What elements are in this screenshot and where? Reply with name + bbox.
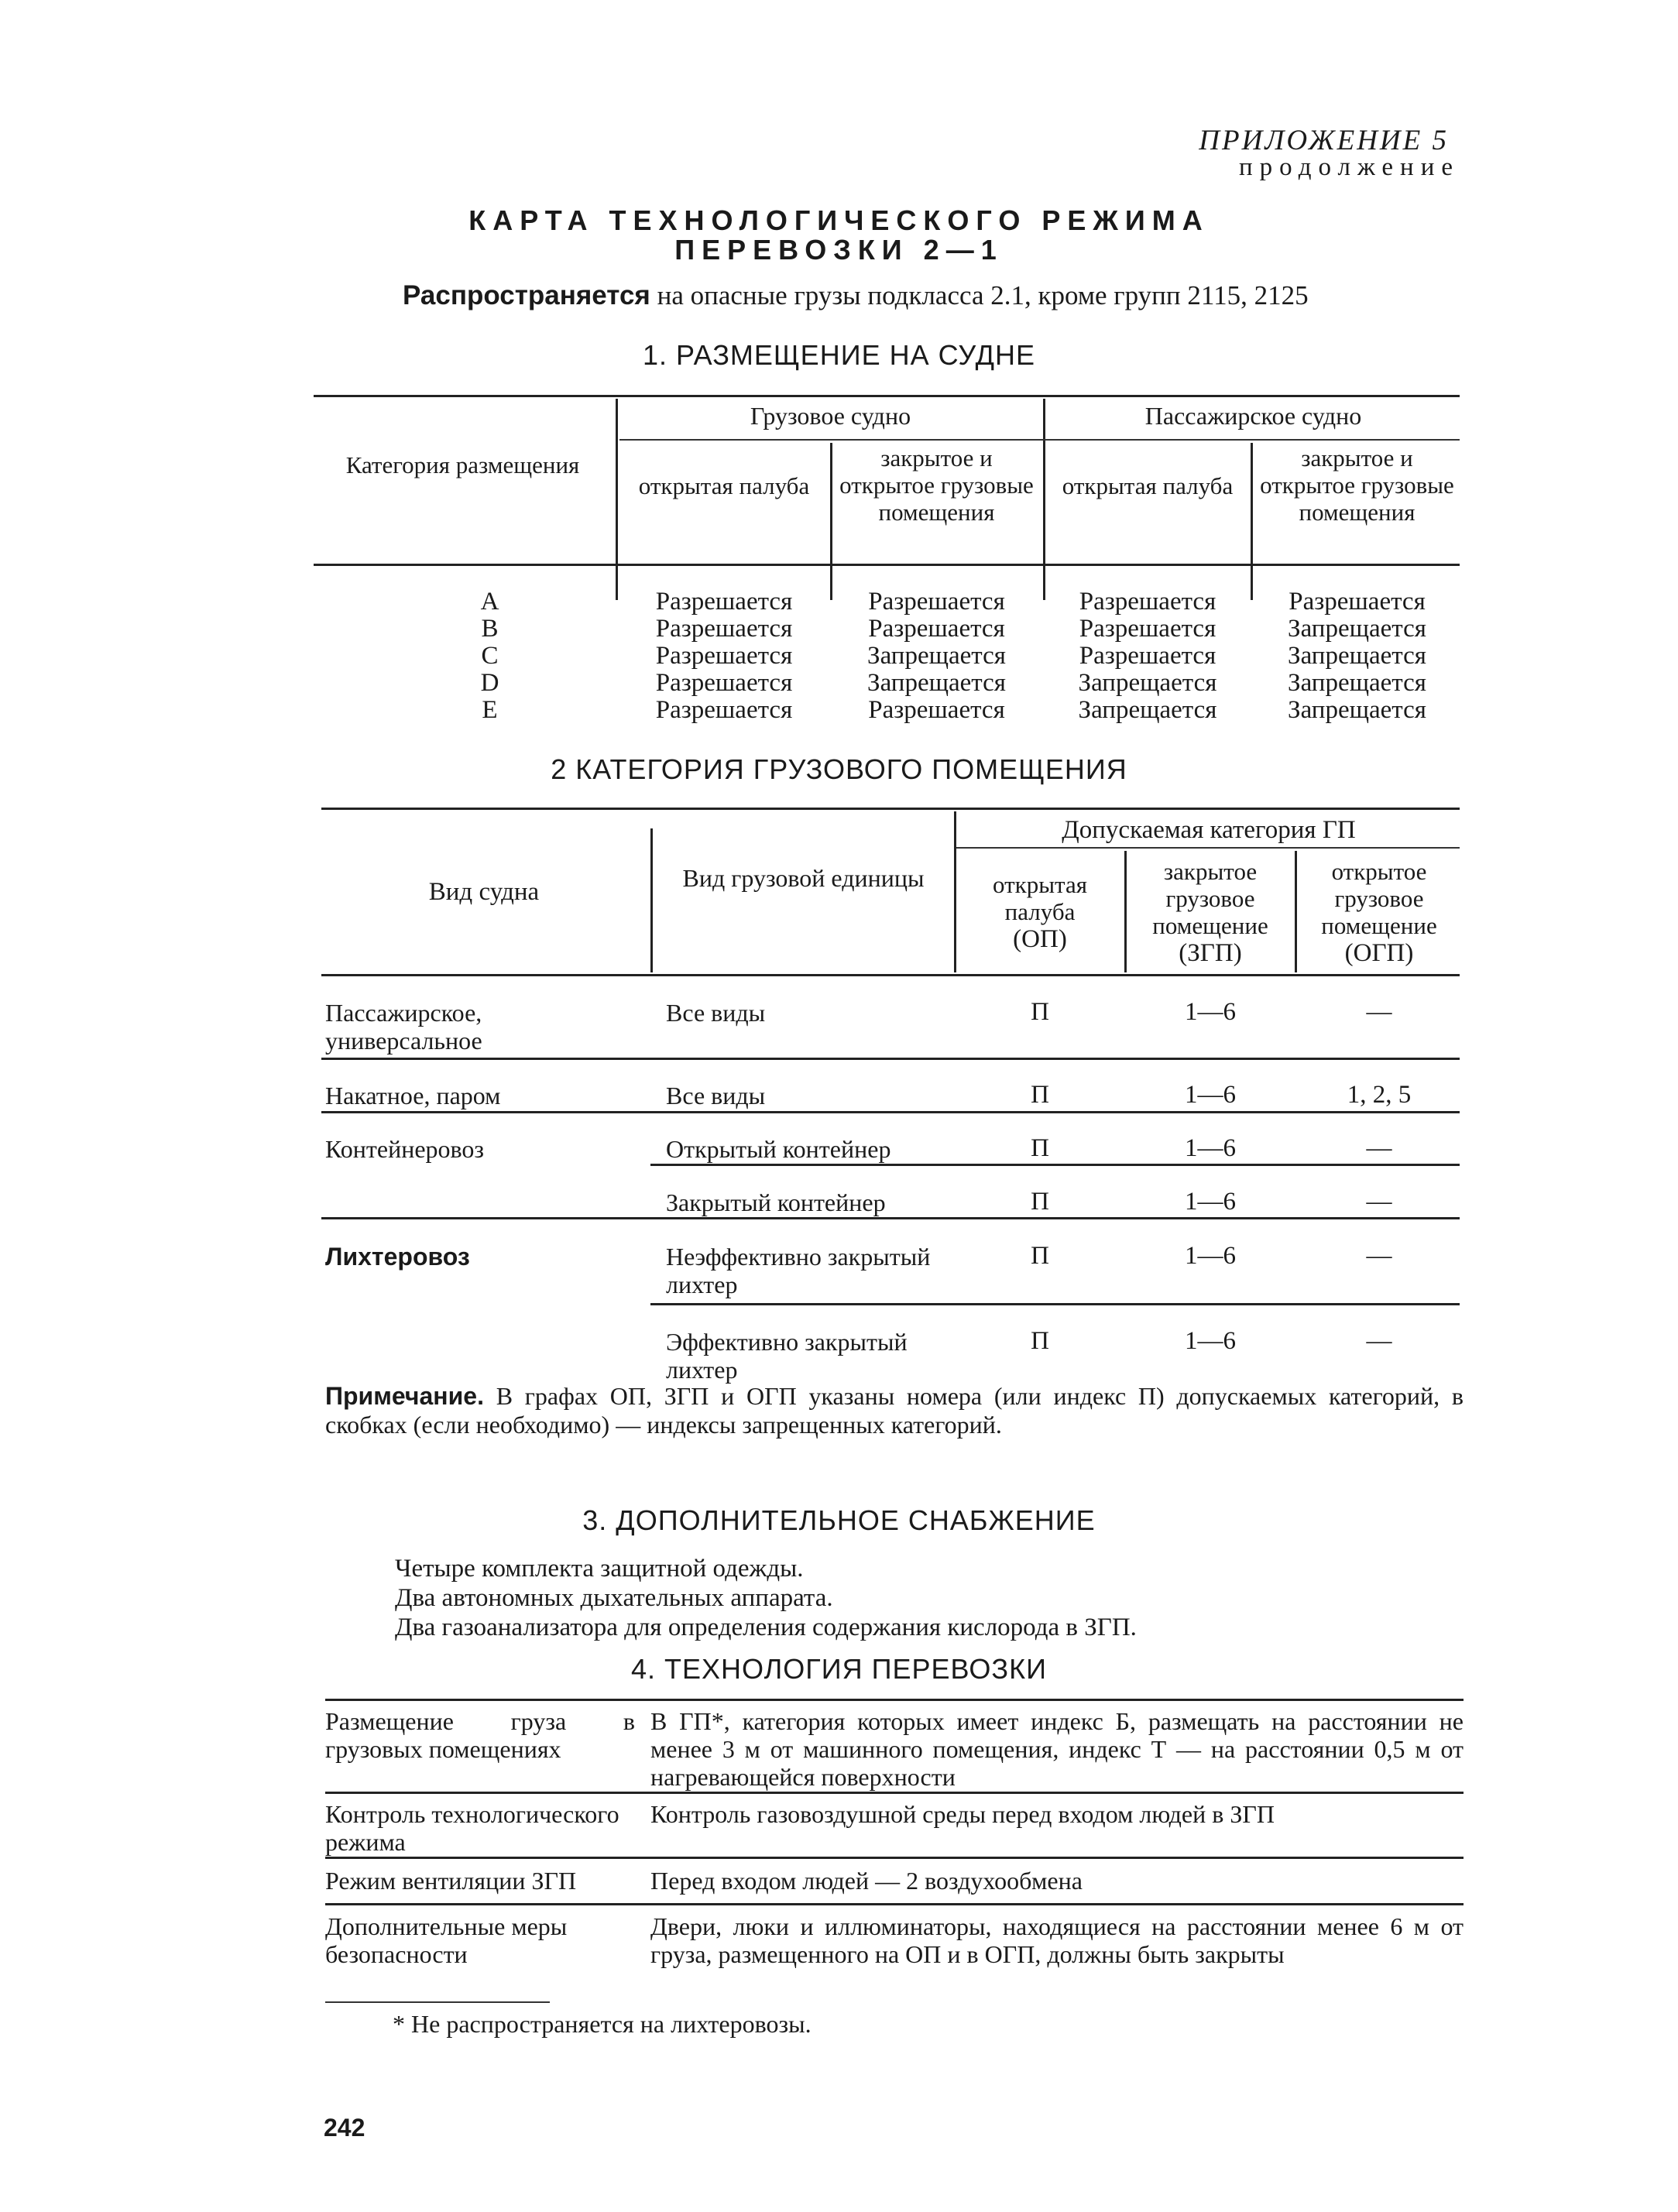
placement-category: E bbox=[482, 696, 498, 724]
placement-category: D bbox=[480, 669, 499, 697]
placement-value: Разрешается bbox=[1289, 588, 1426, 616]
ship-type: Контейнеровоз bbox=[325, 1135, 485, 1163]
cargo-unit-type: Эффективно закрытый лихтер bbox=[666, 1328, 908, 1384]
table-note bbox=[325, 1382, 1464, 1439]
tech-row-3-text: Перед входом людей — 2 воздухообмена bbox=[650, 1867, 1083, 1895]
note-label: Примечание. bbox=[325, 1382, 484, 1410]
placement-value: Разрешается bbox=[868, 615, 1005, 643]
placement-value: Разрешается bbox=[1079, 642, 1216, 670]
placement-value: Запрещается bbox=[867, 669, 1006, 697]
tech-row-2-label: Контроль технологического режима bbox=[325, 1800, 619, 1856]
cargo-unit-type: Все виды bbox=[666, 1082, 766, 1109]
card-title-line2: ПЕРЕВОЗКИ 2—1 bbox=[674, 234, 1004, 266]
op-value: П bbox=[1031, 1188, 1049, 1216]
placement-category: B bbox=[481, 615, 499, 643]
ogp-value: — bbox=[1366, 1327, 1392, 1355]
cargo-unit-type: Закрытый контейнер bbox=[666, 1188, 886, 1216]
tech-row-4-label: Дополнительные меры безопасности bbox=[325, 1912, 568, 1968]
col-ship-type-header: Вид судна bbox=[428, 878, 540, 906]
supply-line-3: Два газоанализатора для определения содержания кислорода в ЗГП. bbox=[395, 1614, 1137, 1641]
op-value: П bbox=[1031, 1081, 1049, 1109]
cargo-unit-type: Неэффективно закрытый лихтер bbox=[666, 1243, 931, 1298]
card-title-line1: КАРТА ТЕХНОЛОГИЧЕСКОГО РЕЖИМА bbox=[468, 204, 1210, 236]
footnote-rule bbox=[325, 2001, 550, 2003]
ogp-value: — bbox=[1366, 1188, 1392, 1216]
placement-value: Запрещается bbox=[1288, 615, 1426, 643]
op-value: П bbox=[1031, 1327, 1049, 1355]
applies-text bbox=[403, 280, 1309, 311]
placement-category: A bbox=[480, 588, 499, 616]
section2-title: 2 КАТЕГОРИЯ ГРУЗОВОГО ПОМЕЩЕНИЯ bbox=[551, 753, 1127, 785]
placement-value: Запрещается bbox=[1078, 669, 1217, 697]
passenger-ship-header: Пассажирское судно bbox=[1144, 402, 1362, 430]
note-text: В графах ОП, ЗГП и ОГП указаны номера (или индекс П) допускаемых категорий, в скобках (если необходимо) — индексы запрещенных категорий. bbox=[325, 1382, 1464, 1439]
page-number: 242 bbox=[324, 2114, 365, 2142]
ship-type: Лихтеровоз bbox=[325, 1243, 470, 1271]
footnote: * Не распространяется на лихтеровозы. bbox=[393, 2010, 812, 2038]
tech-row-4-text: Двери, люки и иллюминаторы, находящиеся на расстоянии менее 6 м от груза, размещенного на ОП и в ОГП, должны быть закрыты bbox=[650, 1912, 1464, 1968]
zgp-value: 1—6 bbox=[1185, 998, 1236, 1026]
placement-value: Запрещается bbox=[867, 642, 1006, 670]
zgp-value: 1—6 bbox=[1185, 1327, 1236, 1355]
col-ogp-abbr: (ОГП) bbox=[1344, 939, 1414, 967]
zgp-value: 1—6 bbox=[1185, 1188, 1236, 1216]
placement-value: Разрешается bbox=[868, 696, 1005, 724]
annex-title: ПРИЛОЖЕНИЕ 5 bbox=[1199, 125, 1449, 156]
tech-row-3-label: Режим вентиляции ЗГП bbox=[325, 1867, 577, 1895]
placement-value: Разрешается bbox=[655, 615, 793, 643]
placement-value: Запрещается bbox=[1288, 696, 1426, 724]
allowed-category-header: Допускаемая категория ГП bbox=[1062, 816, 1356, 844]
tech-row-1-label: Размещение груза в грузовых помещениях bbox=[325, 1707, 635, 1763]
zgp-value: 1—6 bbox=[1185, 1134, 1236, 1162]
section4-title: 4. ТЕХНОЛОГИЯ ПЕРЕВОЗКИ bbox=[631, 1653, 1047, 1685]
placement-value: Разрешается bbox=[655, 669, 793, 697]
applies-rest: на опасные грузы подкласса 2.1, кроме групп 2115, 2125 bbox=[657, 280, 1309, 310]
ogp-value: 1, 2, 5 bbox=[1347, 1081, 1412, 1109]
placement-category: C bbox=[481, 642, 499, 670]
supply-line-1: Четыре комплекта защитной одежды. bbox=[395, 1555, 804, 1583]
tech-row-2-text: Контроль газовоздушной среды перед входом людей в ЗГП bbox=[650, 1800, 1275, 1828]
col-zgp-abbr: (ЗГП) bbox=[1179, 939, 1242, 967]
tech-row-1-text: В ГП*, категория которых имеет индекс Б, размещать на расстоянии не менее 3 м от машинного помещения, индекс Т — на расстоянии 0,5 м от нагревающейся поверхности bbox=[650, 1707, 1464, 1791]
col-zgp-header: закрытое грузовое помещение bbox=[1152, 858, 1268, 939]
placement-value: Запрещается bbox=[1288, 642, 1426, 670]
zgp-value: 1—6 bbox=[1185, 1242, 1236, 1270]
placement-value: Разрешается bbox=[1079, 615, 1216, 643]
cargo-unit-type: Открытый контейнер bbox=[666, 1135, 891, 1163]
passenger-closed-holds-header: закрытое и открытое грузовые помещения bbox=[1260, 444, 1454, 526]
cargo-closed-holds-header: закрытое и открытое грузовые помещения bbox=[839, 444, 1034, 526]
annex-continuation: продолжение bbox=[1238, 153, 1460, 181]
placement-value: Разрешается bbox=[655, 642, 793, 670]
section3-title: 3. ДОПОЛНИТЕЛЬНОЕ СНАБЖЕНИЕ bbox=[582, 1504, 1096, 1536]
cargo-ship-header: Грузовое судно bbox=[750, 402, 911, 430]
applies-bold: Распространяется bbox=[403, 280, 650, 310]
passenger-open-deck-header: открытая палуба bbox=[1062, 472, 1234, 499]
ogp-value: — bbox=[1366, 998, 1392, 1026]
col-op-header: открытая палуба bbox=[993, 871, 1087, 925]
ship-type: Пассажирское, универсальное bbox=[325, 999, 482, 1055]
placement-value: Разрешается bbox=[655, 696, 793, 724]
placement-value: Разрешается bbox=[868, 588, 1005, 616]
op-value: П bbox=[1031, 1242, 1049, 1270]
supply-line-2: Два автономных дыхательных аппарата. bbox=[395, 1584, 833, 1612]
zgp-value: 1—6 bbox=[1185, 1081, 1236, 1109]
col-unit-type-header: Вид грузовой единицы bbox=[682, 864, 925, 892]
placement-value: Разрешается bbox=[1079, 588, 1216, 616]
placement-value: Запрещается bbox=[1288, 669, 1426, 697]
op-value: П bbox=[1031, 998, 1049, 1026]
ogp-value: — bbox=[1366, 1134, 1392, 1162]
col-ogp-header: открытое грузовое помещение bbox=[1321, 858, 1437, 939]
col-category-header: Категория размещения bbox=[345, 451, 580, 478]
placement-value: Разрешается bbox=[655, 588, 793, 616]
op-value: П bbox=[1031, 1134, 1049, 1162]
cargo-open-deck-header: открытая палуба bbox=[638, 472, 810, 499]
ogp-value: — bbox=[1366, 1242, 1392, 1270]
ship-type: Накатное, паром bbox=[325, 1082, 501, 1109]
placement-value: Запрещается bbox=[1078, 696, 1217, 724]
col-op-abbr: (ОП) bbox=[1013, 925, 1067, 953]
section1-title: 1. РАЗМЕЩЕНИЕ НА СУДНЕ bbox=[642, 339, 1036, 371]
cargo-unit-type: Все виды bbox=[666, 999, 766, 1027]
